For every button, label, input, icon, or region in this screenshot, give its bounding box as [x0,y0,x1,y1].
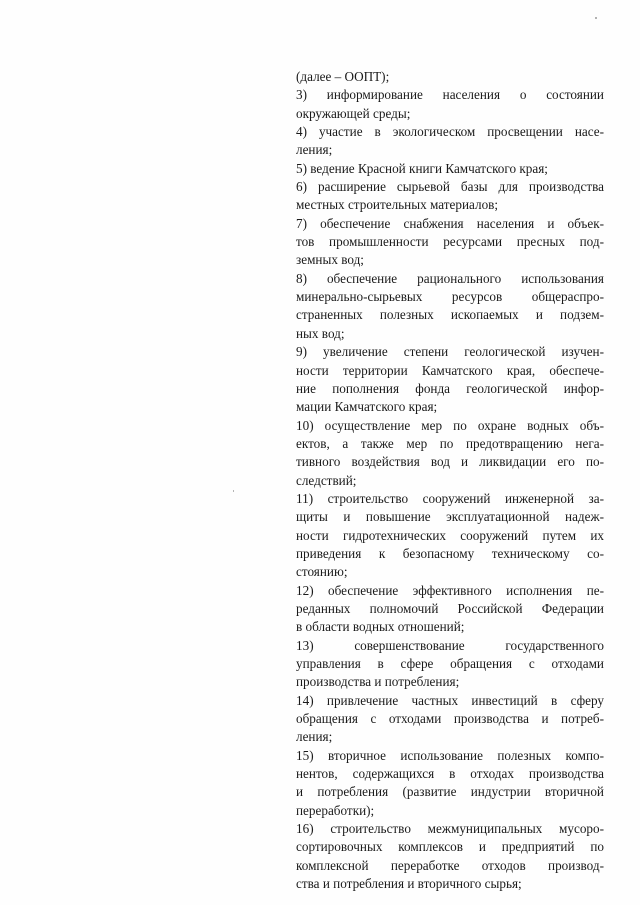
document-line: 14) привлечение частных инвестиций в сферу [296,692,604,708]
document-line: тов промышленности ресурсами пресных под- [296,234,604,250]
document-line: 13) совершенствование государственного [296,637,604,653]
document-line: (далее – ООПТ); [296,69,390,84]
document-line: 16) строительство межмуниципальных мусоро- [296,821,604,837]
document-line: окружающей среды; [296,105,411,121]
document-line: ности гидротехнических сооружений путем их [296,527,604,543]
document-line: местных строительных материалов; [296,197,499,213]
document-line: 15) вторичное использование полезных компо- [296,747,604,763]
document-line: и потребления (развитие индустрии вторичной [296,784,604,800]
document-line: мации Камчатского края; [296,399,438,415]
document-line: ления; [296,142,333,158]
document-line: ектов, а также мер по предотвращению нега- [296,435,604,451]
document-line: 12) обеспечение эффективного исполнения пе- [296,582,604,598]
document-line: минерально-сырьевых ресурсов общераспро- [296,289,604,305]
document-line: щиты и повышение эксплуатационной надеж- [296,509,604,525]
document-line: 6) расширение сырьевой базы для производства [296,179,604,195]
document-line: обращения с отходами производства и потреб- [296,711,604,727]
document-line: реданных полномочий Российской Федерации [296,600,604,616]
document-line: производства и потребления; [296,674,460,690]
document-line: переработки); [296,802,375,818]
document-text-block [296,68,604,893]
document-line: следствий; [296,472,357,488]
document-line: ства и потребления и вторичного сырья; [296,876,522,892]
document-line: 7) обеспечение снабжения населения и объек- [296,215,604,231]
scan-speck [595,17,597,19]
scan-speck [233,490,234,492]
document-line: нентов, содержащихся в отходах производства [296,766,604,782]
document-line: сортировочных комплексов и предприятий по [296,839,604,855]
document-line: 4) участие в экологическом просвещении насе- [296,124,604,140]
document-line: в области водных отношений; [296,619,465,635]
document-line: ние пополнения фонда геологической инфор- [296,380,604,396]
document-line: 9) увеличение степени геологической изучен- [296,344,604,360]
document-line: 11) строительство сооружений инженерной за- [296,490,604,506]
document-line: страненных полезных ископаемых и подзем- [296,307,604,323]
document-line: 10) осуществление мер по охране водных объ- [296,417,604,433]
document-line: 8) обеспечение рационального использования [296,270,604,286]
document-line: ности территории Камчатского края, обеспече- [296,362,604,378]
document-line: стоянию; [296,564,348,580]
document-line: управления в сфере обращения с отходами [296,656,604,671]
document-line: тивного воздействия вод и ликвидации его по- [296,454,604,470]
document-line: земных вод; [296,252,364,268]
document-line: 5) ведение Красной книги Камчатского края; [296,160,548,176]
document-line: ных вод; [296,325,345,341]
document-line: комплексной переработке отходов производ- [296,857,604,873]
document-line: приведения к безопасному техническому со- [296,545,604,561]
document-line: ления; [296,729,333,745]
document-line: 3) информирование населения о состоянии [296,87,604,103]
